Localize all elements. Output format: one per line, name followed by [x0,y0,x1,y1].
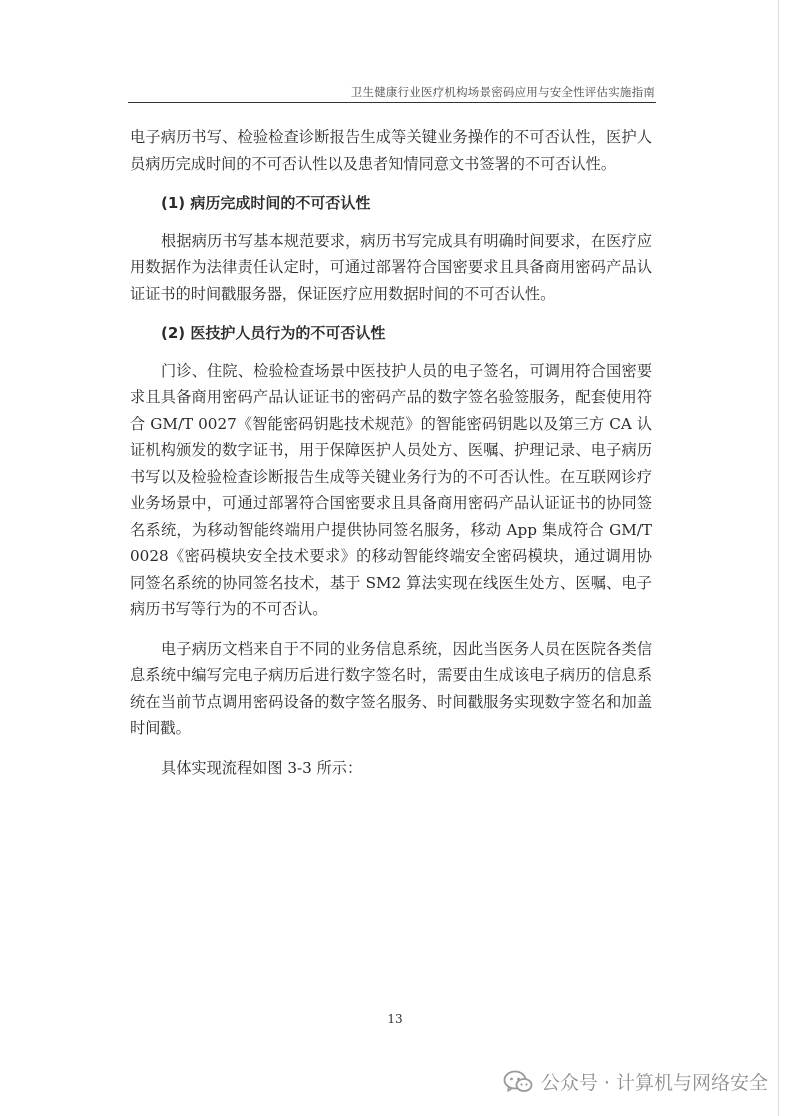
section-heading-2: (2) 医技护人员行为的不可否认性 [161,324,386,342]
paragraph-3: 电子病历文档来自于不同的业务信息系统，因此当医务人员在医院各类信息系统中编写完电子病历后进行数字签名时，需要由生成该电子病历的信息系统在当前节点调用密码设备的数字签名服务、时间戳服务实现数字签名和加盖时间戳。 [130,639,652,737]
paragraph-4: 具体实现流程如图 3-3 所示： [161,758,363,777]
page-edge-line [778,0,779,1116]
section-heading-1: (1) 病历完成时间的不可否认性 [161,194,371,212]
watermark-text: 公众号 · 计算机与网络安全 [540,1072,768,1094]
intro-paragraph: 电子病历书写、检验检查诊断报告生成等关键业务操作的不可否认性，医护人员病历完成时间的不可否认性以及患者知情同意文书签署的不可否认性。 [130,128,652,173]
section-2-paragraph: 门诊、住院、检验检查场景中医技护人员的电子签名，可调用符合国密要求且具备商用密码产品认证证书的密码产品的数字签名验签服务，配套使用符合 GM/T 0027《智能密码钥匙技术规范》的智能密码钥匙以及第三方 CA 认证机构颁发的数字证书，用于保障医护人员处方、医嘱、护理记录、电子病历书写以及检验检查诊断报告生成等关键业务行为的不可否认性。在互联网诊疗业务场景中，可通过部署符合国密要求且具备商用密码产品认证证书的协同签名系统，为移动智能终端用户提供协同签名服务，移动 App 集成符合 GM/T 0028《密码模块安全技术要求》的移动智能终端安全密码模块，通过调用协同签名系统的协同签名技术，基于 SM2 算法实现在线医生处方、医嘱、电子病历书写等行为的不可否认。 [130,361,652,618]
watermark [503,1068,768,1095]
wechat-icon [503,1069,533,1095]
section-1-paragraph: 根据病历书写基本规范要求，病历书写完成具有明确时间要求，在医疗应用数据作为法律责任认定时，可通过部署符合国密要求且具备商用密码产品认证证书的时间戳服务器，保证医疗应用数据时间的不可否认性。 [130,231,652,303]
header-rule [128,102,656,103]
page-number: 13 [387,1012,403,1026]
running-header: 卫生健康行业医疗机构场景密码应用与安全性评估实施指南 [350,85,655,99]
document-body [130,124,652,781]
